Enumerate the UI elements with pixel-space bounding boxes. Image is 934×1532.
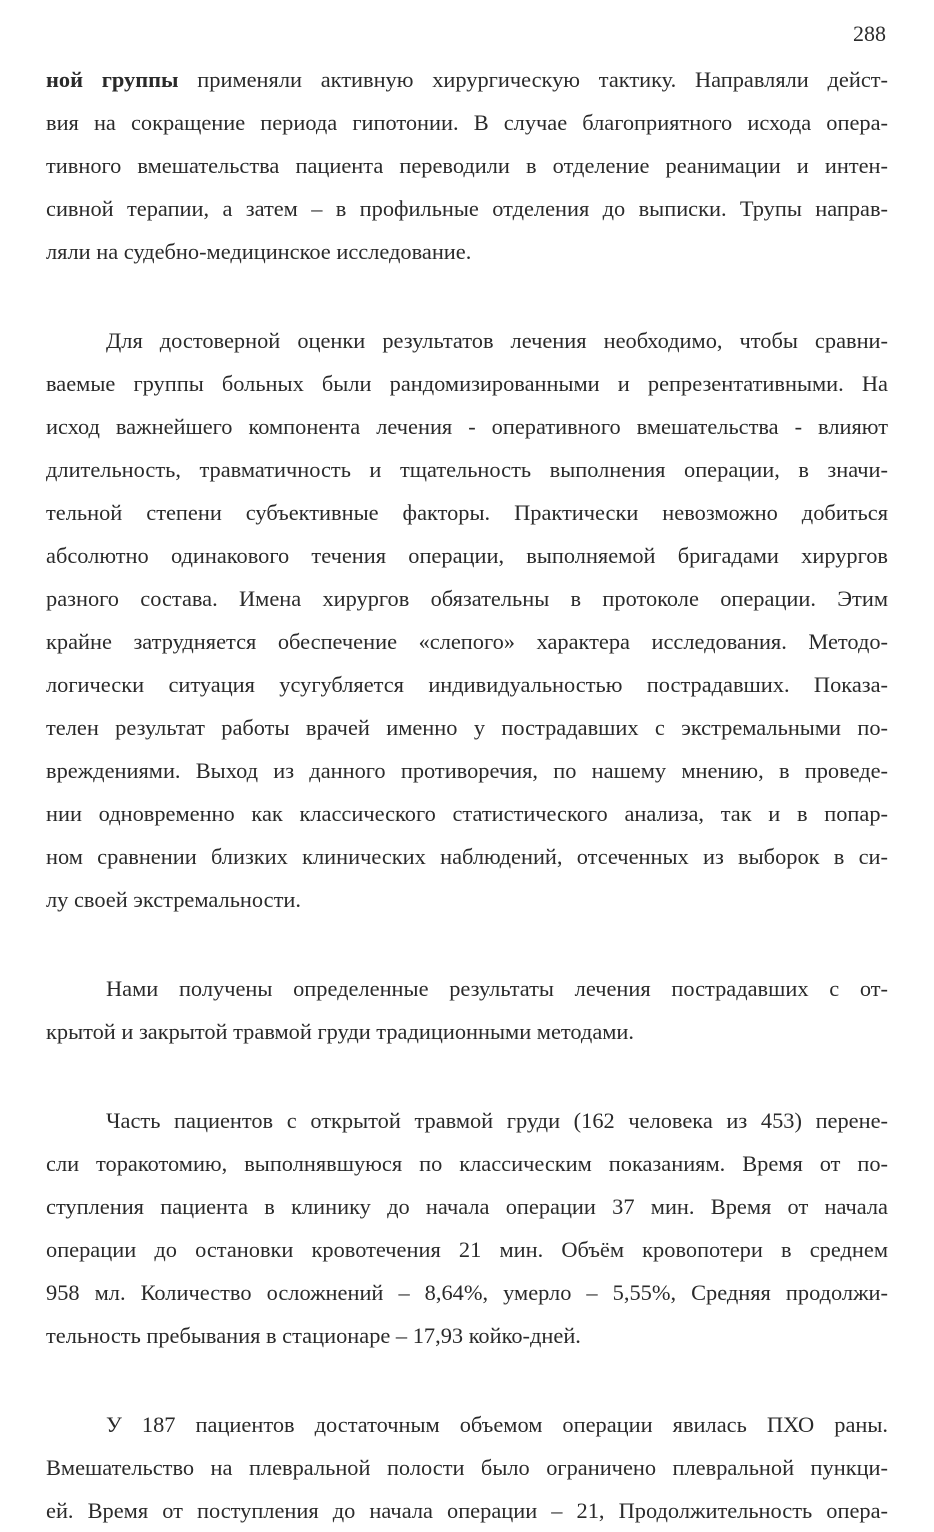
text-line: 958 мл. Количество осложнений – 8,64%, умерло – 5,55%, Средняя продолжи- (46, 1280, 888, 1305)
text-line: разного состава. Имена хирургов обязательны в протоколе операции. Этим (46, 586, 888, 611)
text-line: ляли на судебно-медицинское исследование. (46, 239, 472, 264)
text-line: крайне затрудняется обеспечение «слепого» характера исследования. Методо- (46, 629, 888, 654)
text-line: ей. Время от поступления до начала операции – 21, Продолжительность опера- (46, 1498, 888, 1523)
text-line: логически ситуация усугубляется индивидуальностью пострадавших. Показа- (46, 672, 888, 697)
paragraph-1 (46, 58, 888, 273)
text-line: вреждениями. Выход из данного противоречия, по нашему мнению, в проведе- (46, 758, 888, 783)
text-line: ном сравнении близких клинических наблюдений, отсеченных из выборок в си- (46, 844, 888, 869)
text-line: телен результат работы врачей именно у пострадавших с экстремальными по- (46, 715, 888, 740)
text-line: тивного вмешательства пациента переводили в отделение реанимации и интен- (46, 153, 888, 178)
text-line: ной группы применяли активную хирургическую тактику. Направляли дейст- (46, 67, 889, 92)
text-line: операции до остановки кровотечения 21 мин. Объём кровопотери в среднем (46, 1237, 888, 1262)
text-line: тельность пребывания в стационаре – 17,93 койко-дней. (46, 1323, 581, 1348)
text-line: вия на сокращение периода гипотонии. В случае благоприятного исхода опера- (46, 110, 888, 135)
bold-lead-text: ной группы (46, 67, 179, 92)
body-text (46, 58, 888, 1532)
text-line: Вмешательство на плевральной полости было ограничено плевральной пункци- (46, 1455, 888, 1480)
text-line: нии одновременно как классического статистического анализа, так и в попар- (46, 801, 888, 826)
text-line: абсолютно одинакового течения операции, выполняемой бригадами хирургов (46, 543, 888, 568)
text-line: крытой и закрытой травмой груди традиционными методами. (46, 1019, 635, 1044)
text-line: У 187 пациентов достаточным объемом операции явилась ПХО раны. (106, 1412, 888, 1437)
page-number: 288 (853, 21, 886, 46)
text-line: сли торакотомию, выполнявшуюся по классическим показаниям. Время от по- (46, 1151, 888, 1176)
paragraph-5 (46, 1403, 888, 1532)
text-line: лу своей экстремальности. (46, 887, 301, 912)
text-line: Часть пациентов с открытой травмой груди (162 человека из 453) перене- (106, 1108, 888, 1133)
text-line: исход важнейшего компонента лечения - оперативного вмешательства - влияют (46, 414, 888, 439)
text-line: тельной степени субъективные факторы. Практически невозможно добиться (46, 500, 888, 525)
paragraph-3 (46, 967, 888, 1053)
text-line: Нами получены определенные результаты лечения пострадавших с от- (106, 976, 888, 1001)
text-line: ваемые группы больных были рандомизированными и репрезентативными. На (46, 371, 888, 396)
paragraph-2 (46, 319, 888, 921)
text-line: ступления пациента в клинику до начала операции 37 мин. Время от начала (46, 1194, 888, 1219)
text-line: сивной терапии, а затем – в профильные отделения до выписки. Трупы направ- (46, 196, 888, 221)
text-line: Для достоверной оценки результатов лечения необходимо, чтобы сравни- (106, 328, 888, 353)
text-line: длительность, травматичность и тщательность выполнения операции, в значи- (46, 457, 888, 482)
paragraph-4 (46, 1099, 888, 1357)
